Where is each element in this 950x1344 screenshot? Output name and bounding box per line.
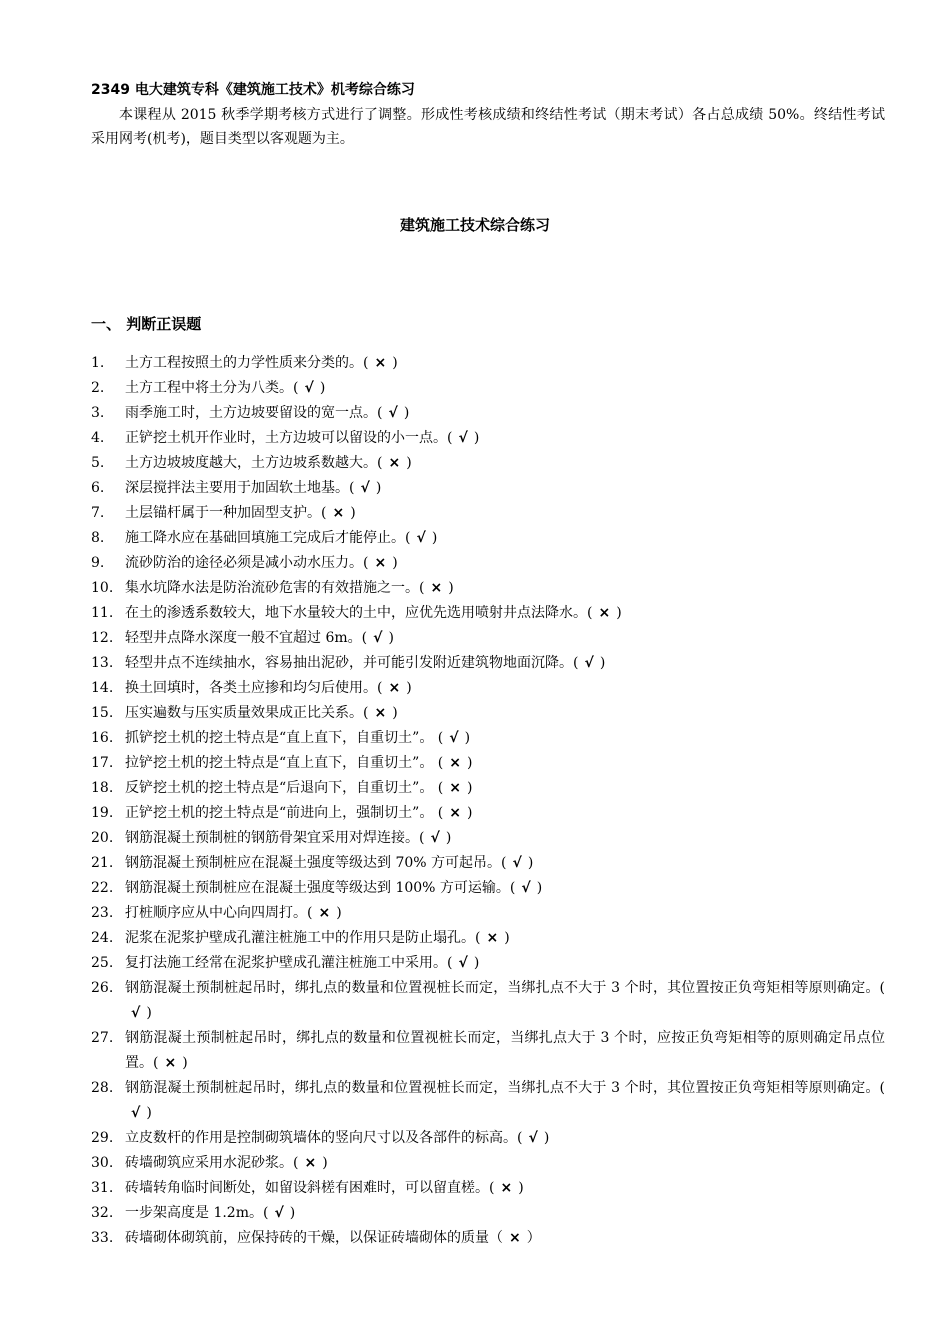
question-item — [91, 651, 885, 676]
question-statement: 钢筋混凝土预制桩的钢筋骨架宜采用对焊连接。( — [125, 830, 425, 846]
closing-paren: ) — [146, 1105, 152, 1121]
answer-mark: √ — [274, 1205, 284, 1221]
question-statement: 土方边坡坡度越大，土方边坡系数越大。( — [125, 455, 383, 471]
question-number: 18. — [91, 780, 114, 796]
closing-paren: ) — [616, 605, 622, 621]
question-text — [125, 1151, 885, 1176]
question-item — [91, 876, 885, 901]
answer-mark: √ — [373, 630, 383, 646]
answer-mark: × — [449, 755, 461, 771]
closing-paren: ) — [392, 355, 398, 371]
answer-mark: √ — [521, 880, 531, 896]
answer-mark: × — [388, 680, 401, 696]
closing-paren: ) — [406, 455, 412, 471]
question-item — [91, 1026, 885, 1076]
closing-paren: ) — [350, 505, 356, 521]
closing-paren: ) — [473, 955, 480, 971]
question-text — [125, 601, 885, 626]
answer-mark: × — [332, 505, 345, 521]
question-statement: 一步架高度是 1.2m。( — [125, 1205, 269, 1221]
question-item — [91, 626, 885, 651]
section-heading: 一、 判断正误题 — [91, 315, 202, 333]
question-item — [91, 751, 885, 776]
question-text — [125, 626, 885, 651]
question-statement: 压实遍数与压实质量效果成正比关系。( — [125, 705, 369, 721]
closing-paren: ) — [543, 1130, 550, 1146]
question-statement: 雨季施工时，土方边坡要留设的宽一点。( — [125, 405, 383, 421]
question-statement: 轻型井点不连续抽水，容易抽出泥砂，并可能引发附近建筑物地面沉降。( — [125, 655, 579, 671]
question-text — [125, 701, 885, 726]
question-statement: 换土回填时，各类土应掺和均匀后使用。( — [125, 680, 383, 696]
question-statement: 施工降水应在基础回填施工完成后才能停止。( — [125, 530, 411, 546]
closing-paren: ) — [388, 630, 394, 646]
question-item — [91, 451, 885, 476]
question-item — [91, 1076, 885, 1126]
intro-paragraph: 本课程从 2015 秋季学期考核方式进行了调整。形成性考核成绩和终结性考试（期末考试）各占总成绩 50%。终结性考试采用网考(机考)，题目类型以客观题为主。 — [91, 107, 886, 147]
question-statement: 正铲挖土机的挖土特点是“前进向上，强制切土”。 ( — [125, 805, 444, 821]
question-statement: 砖墙砌体砌筑前，应保持砖的干燥，以保证砖墙砌体的质量（ — [125, 1230, 503, 1246]
closing-paren: ) — [375, 480, 382, 496]
question-number: 23. — [91, 905, 114, 921]
closing-paren: ) — [289, 1205, 296, 1221]
answer-mark: × — [449, 780, 461, 796]
answer-mark: × — [374, 555, 387, 571]
question-text — [125, 1026, 885, 1076]
question-number: 6. — [91, 480, 105, 496]
question-text — [125, 976, 885, 1026]
question-statement: 立皮数杆的作用是控制砌筑墙体的竖向尺寸以及各部件的标高。( — [125, 1130, 523, 1146]
closing-paren: ) — [336, 905, 342, 921]
question-item — [91, 726, 885, 751]
question-text — [125, 951, 885, 976]
closing-paren: ) — [527, 855, 534, 871]
question-statement: 钢筋混凝土预制桩起吊时，绑扎点的数量和位置视桩长而定，当绑扎点不大于 3 个时，其位置按正负弯矩相等原则确定。( — [125, 980, 885, 996]
answer-mark: √ — [416, 530, 426, 546]
question-item — [91, 676, 885, 701]
question-number: 5. — [91, 455, 105, 471]
question-text — [125, 351, 885, 376]
closing-paren: ) — [431, 530, 438, 546]
question-number: 29. — [91, 1130, 114, 1146]
question-number: 10. — [91, 580, 114, 596]
question-statement: 流砂防治的途径必须是减小动水压力。( — [125, 555, 369, 571]
question-text — [125, 851, 885, 876]
answer-mark: × — [486, 930, 499, 946]
question-item — [91, 551, 885, 576]
answer-mark: × — [304, 1155, 317, 1171]
question-number: 26. — [91, 980, 114, 996]
question-number: 25. — [91, 955, 114, 971]
closing-paren: ) — [466, 755, 473, 771]
answer-mark: × — [374, 355, 387, 371]
question-text — [125, 526, 885, 551]
answer-mark: √ — [388, 405, 398, 421]
question-statement: 钢筋混凝土预制桩起吊时，绑扎点的数量和位置视桩长而定，当绑扎点大于 3 个时，应按正负弯矩相等的原则确定吊点位置。( — [125, 1030, 885, 1071]
document-title: 建筑施工技术综合练习 — [399, 216, 550, 234]
closing-paren: ) — [536, 880, 543, 896]
question-item — [91, 976, 885, 1026]
question-item — [91, 576, 885, 601]
answer-mark: × — [449, 805, 461, 821]
question-item — [91, 851, 885, 876]
question-number: 22. — [91, 880, 114, 896]
closing-paren: ) — [392, 705, 398, 721]
closing-paren: ) — [319, 380, 326, 396]
question-number: 2. — [91, 380, 105, 396]
answer-mark: × — [500, 1180, 513, 1196]
question-number: 24. — [91, 930, 114, 946]
question-text — [125, 551, 885, 576]
question-text — [125, 1201, 885, 1226]
question-statement: 钢筋混凝土预制桩起吊时，绑扎点的数量和位置视桩长而定，当绑扎点不大于 3 个时，其位置按正负弯矩相等原则确定。( — [125, 1080, 885, 1096]
question-item — [91, 901, 885, 926]
question-item — [91, 426, 885, 451]
closing-paren: ) — [146, 1005, 152, 1021]
answer-mark: √ — [131, 1005, 141, 1021]
question-text — [125, 1226, 885, 1251]
question-statement: 打桩顺序应从中心向四周打。( — [125, 905, 313, 921]
question-item — [91, 526, 885, 551]
question-item — [91, 1176, 885, 1201]
question-number: 16. — [91, 730, 114, 746]
question-number: 13. — [91, 655, 114, 671]
question-statement: 钢筋混凝土预制桩应在混凝土强度等级达到 70% 方可起吊。( — [125, 855, 507, 871]
answer-mark: √ — [131, 1105, 141, 1121]
answer-mark: √ — [458, 430, 468, 446]
closing-paren: ) — [464, 730, 471, 746]
question-statement: 土方工程中将土分为八类。( — [125, 380, 299, 396]
closing-paren: ) — [473, 430, 480, 446]
question-list — [91, 351, 885, 1251]
question-item — [91, 801, 885, 826]
question-item — [91, 1201, 885, 1226]
question-number: 30. — [91, 1155, 114, 1171]
question-item — [91, 1226, 885, 1251]
question-statement: 泥浆在泥浆护壁成孔灌注桩施工中的作用只是防止塌孔。( — [125, 930, 481, 946]
question-number: 8. — [91, 530, 105, 546]
question-statement: 轻型井点降水深度一般不宜超过 6m。( — [125, 630, 368, 646]
question-text — [125, 401, 885, 426]
question-text — [125, 801, 885, 826]
question-statement: 深层搅拌法主要用于加固软土地基。( — [125, 480, 355, 496]
question-number: 19. — [91, 805, 114, 821]
question-item — [91, 1151, 885, 1176]
question-number: 11. — [91, 605, 114, 621]
answer-mark: × — [374, 705, 387, 721]
closing-paren: ) — [445, 830, 452, 846]
answer-mark: × — [598, 605, 611, 621]
question-item — [91, 401, 885, 426]
answer-mark: × — [430, 580, 443, 596]
question-item — [91, 776, 885, 801]
question-number: 28. — [91, 1080, 114, 1096]
question-text — [125, 676, 885, 701]
question-item — [91, 951, 885, 976]
question-text — [125, 776, 885, 801]
question-statement: 砖墙砌筑应采用水泥砂浆。( — [125, 1155, 299, 1171]
question-text — [125, 451, 885, 476]
question-statement: 拉铲挖土机的挖土特点是“直上直下，自重切土”。 ( — [125, 755, 444, 771]
question-number: 14. — [91, 680, 114, 696]
answer-mark: √ — [512, 855, 522, 871]
answer-mark: × — [164, 1055, 177, 1071]
question-number: 33. — [91, 1230, 114, 1246]
question-statement: 反铲挖土机的挖土特点是“后退向下，自重切土”。 ( — [125, 780, 444, 796]
question-statement: 土方工程按照土的力学性质来分类的。( — [125, 355, 369, 371]
answer-mark: √ — [360, 480, 370, 496]
answer-mark: × — [509, 1230, 521, 1246]
question-text — [125, 1076, 885, 1126]
closing-paren: ) — [403, 405, 410, 421]
question-number: 1. — [91, 355, 105, 371]
answer-mark: √ — [430, 830, 440, 846]
question-item — [91, 476, 885, 501]
question-number: 9. — [91, 555, 105, 571]
question-number: 7. — [91, 505, 105, 521]
closing-paren: ) — [392, 555, 398, 571]
closing-paren: ) — [599, 655, 606, 671]
question-item — [91, 701, 885, 726]
question-text — [125, 826, 885, 851]
question-text — [125, 901, 885, 926]
question-text — [125, 1176, 885, 1201]
question-number: 15. — [91, 705, 114, 721]
answer-mark: × — [388, 455, 401, 471]
question-text — [125, 651, 885, 676]
answer-mark: √ — [449, 730, 459, 746]
question-item — [91, 1126, 885, 1151]
question-number: 27. — [91, 1030, 114, 1046]
answer-mark: √ — [304, 380, 314, 396]
question-number: 3. — [91, 405, 105, 421]
question-item — [91, 826, 885, 851]
question-number: 4. — [91, 430, 105, 446]
closing-paren: ) — [466, 805, 473, 821]
question-item — [91, 376, 885, 401]
question-text — [125, 926, 885, 951]
question-text — [125, 876, 885, 901]
question-text — [125, 751, 885, 776]
closing-paren: ) — [182, 1055, 188, 1071]
question-number: 17. — [91, 755, 114, 771]
answer-mark: √ — [584, 655, 594, 671]
question-statement: 砖墙转角临时间断处，如留设斜槎有困难时，可以留直槎。( — [125, 1180, 495, 1196]
question-number: 32. — [91, 1205, 114, 1221]
closing-paren: ) — [322, 1155, 328, 1171]
question-text — [125, 576, 885, 601]
question-item — [91, 601, 885, 626]
question-text — [125, 1126, 885, 1151]
question-number: 31. — [91, 1180, 114, 1196]
question-item — [91, 501, 885, 526]
answer-mark: √ — [528, 1130, 538, 1146]
question-statement: 抓铲挖土机的挖土特点是“直上直下，自重切土”。 ( — [125, 730, 444, 746]
question-statement: 集水坑降水法是防治流砂危害的有效措施之一。( — [125, 580, 425, 596]
question-text — [125, 376, 885, 401]
question-item — [91, 926, 885, 951]
question-text — [125, 726, 885, 751]
closing-paren: ) — [466, 780, 473, 796]
question-number: 20. — [91, 830, 114, 846]
question-statement: 土层锚杆属于一种加固型支护。( — [125, 505, 327, 521]
question-text — [125, 501, 885, 526]
question-number: 12. — [91, 630, 114, 646]
question-item — [91, 351, 885, 376]
question-statement: 在土的渗透系数较大，地下水量较大的土中，应优先选用喷射井点法降水。( — [125, 605, 593, 621]
question-statement: 复打法施工经常在泥浆护壁成孔灌注桩施工中采用。( — [125, 955, 453, 971]
question-text — [125, 426, 885, 451]
closing-paren: ) — [504, 930, 510, 946]
closing-paren: ) — [406, 680, 412, 696]
answer-mark: √ — [458, 955, 468, 971]
question-statement: 正铲挖土机开作业时，土方边坡可以留设的小一点。( — [125, 430, 453, 446]
question-number: 21. — [91, 855, 114, 871]
answer-mark: × — [318, 905, 331, 921]
question-statement: 钢筋混凝土预制桩应在混凝土强度等级达到 100% 方可运输。( — [125, 880, 516, 896]
closing-paren: ) — [518, 1180, 524, 1196]
course-heading: 2349 电大建筑专科《建筑施工技术》机考综合练习 — [91, 82, 415, 98]
closing-paren: ) — [448, 580, 454, 596]
closing-paren: ） — [526, 1230, 541, 1246]
question-text — [125, 476, 885, 501]
